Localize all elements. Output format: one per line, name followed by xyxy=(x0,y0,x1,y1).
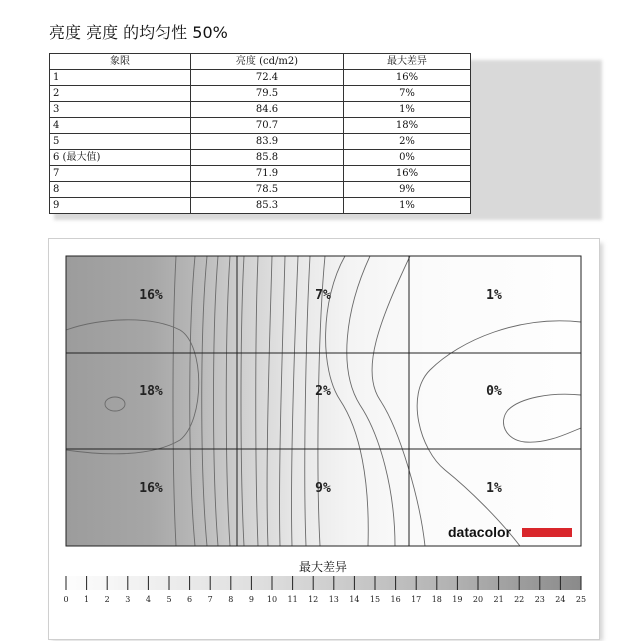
row-diff: 16% xyxy=(344,70,471,86)
row-diff: 0% xyxy=(344,150,471,166)
header-max-diff: 最大差异 xyxy=(344,54,471,70)
scale-tick-label: 15 xyxy=(369,595,381,604)
scale-tick-label: 6 xyxy=(187,595,193,604)
row-luminance: 84.6 xyxy=(191,102,344,118)
datacolor-logo: datacolor xyxy=(448,524,512,540)
scale-tick-label: 21 xyxy=(493,595,504,604)
row-luminance: 79.5 xyxy=(191,86,344,102)
scale-tick-label: 1 xyxy=(84,595,90,604)
scale-tick-label: 3 xyxy=(125,595,131,604)
cell-value: 1% xyxy=(486,288,502,303)
scale-tick-label: 11 xyxy=(287,595,298,604)
row-quadrant: 6 (最大值) xyxy=(50,150,191,166)
scale-tick-label: 23 xyxy=(534,595,545,604)
header-quadrant: 象限 xyxy=(50,54,191,70)
scale-tick-label: 10 xyxy=(266,595,278,604)
row-diff: 18% xyxy=(344,118,471,134)
scale-tick-label: 2 xyxy=(104,595,110,604)
row-quadrant: 9 xyxy=(50,198,191,214)
scale-tick-label: 18 xyxy=(431,595,442,604)
scale-tick-label: 22 xyxy=(514,595,525,604)
scale-bar xyxy=(66,576,581,590)
row-quadrant: 3 xyxy=(50,102,191,118)
scale-tick-label: 8 xyxy=(228,595,234,604)
scale-tick-label: 7 xyxy=(207,595,213,604)
row-quadrant: 1 xyxy=(50,70,191,86)
scale-tick-label: 20 xyxy=(472,595,484,604)
datacolor-logo-bar xyxy=(522,528,572,537)
scale-tick-label: 14 xyxy=(349,595,360,604)
row-luminance: 78.5 xyxy=(191,182,344,198)
header-luminance: 亮度 (cd/m2) xyxy=(191,54,344,70)
scale-tick-label: 17 xyxy=(411,595,422,604)
scale-tick-label: 0 xyxy=(63,595,69,604)
row-quadrant: 7 xyxy=(50,166,191,182)
cell-value: 0% xyxy=(486,384,502,399)
scale-tick-label: 9 xyxy=(248,595,254,604)
page-title: 亮度 亮度 的均匀性 50% xyxy=(49,23,228,42)
scale-tick-label: 25 xyxy=(575,595,587,604)
row-luminance: 72.4 xyxy=(191,70,344,86)
row-quadrant: 2 xyxy=(50,86,191,102)
cell-value: 7% xyxy=(315,288,331,303)
cell-value: 9% xyxy=(315,481,331,496)
row-diff: 2% xyxy=(344,134,471,150)
cell-value: 2% xyxy=(315,384,331,399)
row-luminance: 71.9 xyxy=(191,166,344,182)
row-quadrant: 5 xyxy=(50,134,191,150)
scale-tick-label: 24 xyxy=(555,595,566,604)
scale-tick-label: 16 xyxy=(390,595,401,604)
scale-tick-label: 13 xyxy=(328,595,339,604)
cell-value: 16% xyxy=(139,481,163,496)
row-quadrant: 4 xyxy=(50,118,191,134)
scale-tick-label: 5 xyxy=(166,595,172,604)
cell-value: 18% xyxy=(139,384,163,399)
scale-tick-label: 12 xyxy=(308,595,319,604)
cell-value: 1% xyxy=(486,481,502,496)
row-luminance: 83.9 xyxy=(191,134,344,150)
row-luminance: 70.7 xyxy=(191,118,344,134)
scale-tick-label: 4 xyxy=(145,595,151,604)
row-diff: 1% xyxy=(344,198,471,214)
scale-label: 最大差异 xyxy=(298,560,348,574)
row-diff: 16% xyxy=(344,166,471,182)
cell-value: 16% xyxy=(139,288,163,303)
row-diff: 7% xyxy=(344,86,471,102)
row-quadrant: 8 xyxy=(50,182,191,198)
row-diff: 1% xyxy=(344,102,471,118)
row-diff: 9% xyxy=(344,182,471,198)
row-luminance: 85.8 xyxy=(191,150,344,166)
scale-tick-label: 19 xyxy=(452,595,463,604)
row-luminance: 85.3 xyxy=(191,198,344,214)
